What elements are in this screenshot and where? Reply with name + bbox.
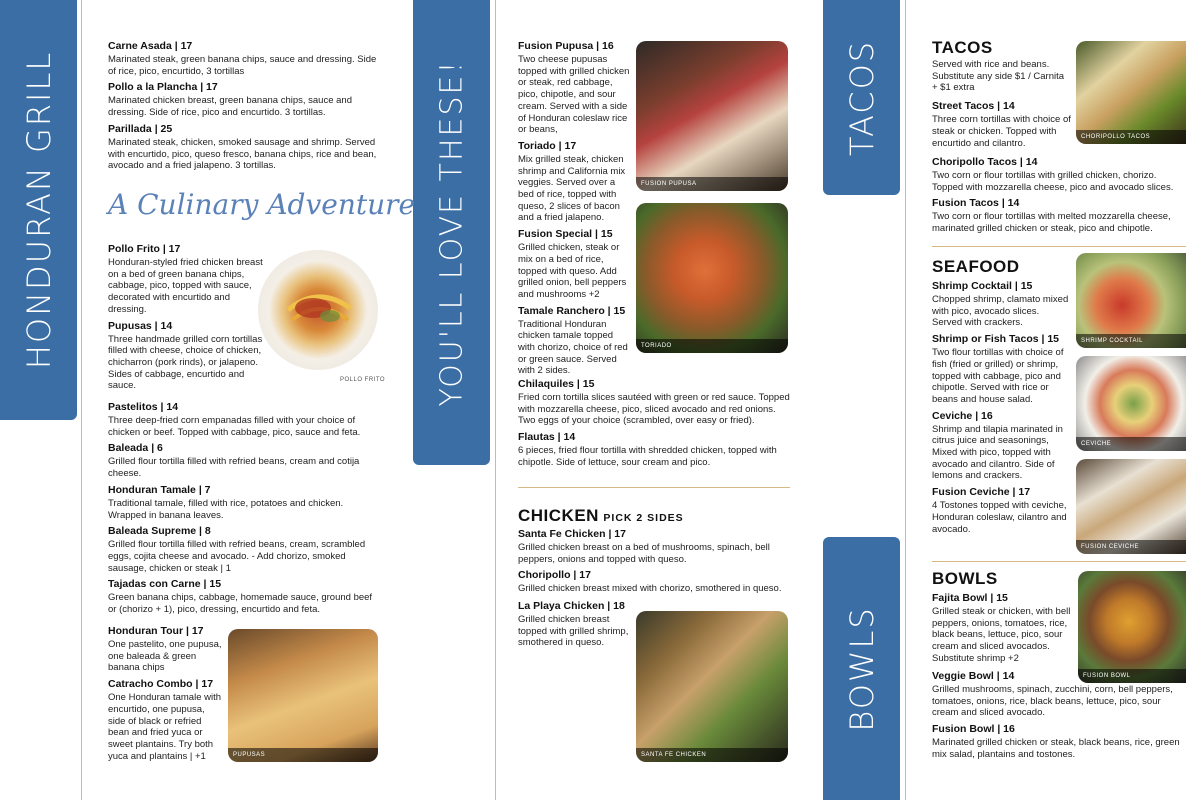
item-title: Fusion Pupusa | 16 — [518, 40, 614, 52]
item-title: Fajita Bowl | 15 — [932, 592, 1008, 604]
item-desc: Three corn tortillas with choice of steak or chicken. Topped with encurtido and cilantro. — [932, 114, 1071, 149]
col1-wide-list — [108, 401, 380, 620]
item-title: Honduran Tour | 17 — [108, 625, 204, 637]
menu-item — [518, 140, 630, 224]
item-title: Ceviche | 16 — [932, 409, 993, 422]
col1-bottom-list — [108, 625, 223, 766]
divider-line — [81, 0, 82, 800]
item-title: Veggie Bowl | 14 — [932, 670, 1015, 682]
item-title: Carne Asada | 17 — [108, 40, 193, 52]
photo-caption: SANTA FE CHICKEN — [636, 748, 788, 762]
item-desc: Grilled flour tortilla filled with refried beans, cream and cotija cheese. — [108, 456, 360, 480]
menu-item — [518, 600, 630, 649]
item-title: Street Tacos | 14 — [932, 100, 1015, 113]
toriado-photo — [636, 203, 788, 353]
photo-caption: TORIADO — [636, 339, 788, 353]
menu-item — [932, 156, 1186, 193]
item-desc: Two corn or flour tortillas with melted mozzarella cheese, marinated grilled chicken or steak, pico and chipotle. — [932, 211, 1171, 235]
item-title: Fusion Ceviche | 17 — [932, 486, 1031, 499]
photo-caption: CEVICHE — [1076, 437, 1186, 451]
item-desc: Shrimp and tilapia marinated in citrus juice and seasonings, Mixed with pico, topped with avocado and cilantro. Side of lemons and crackers. — [932, 423, 1063, 482]
photo-caption: POLLO FRITO — [340, 377, 386, 383]
chicken-list — [518, 528, 790, 599]
tab-honduran-grill — [0, 0, 77, 420]
bowls-narrow — [932, 592, 1072, 669]
item-title: Catracho Combo | 17 — [108, 678, 214, 691]
item-desc: Two cheese pupusas topped with grilled chicken or steak, red cabbage, pico, chipotle, and sour cream. Served with a side of Honduran coleslaw rice or beans, — [518, 54, 630, 136]
divider-line — [905, 0, 906, 800]
item-desc: Fried corn tortilla slices sautéed with green or red sauce. Topped with mozzarella cheese, pico, sliced avocado and red onions. Two eggs of your choice (scrambled, over easy or fried). — [518, 392, 790, 427]
item-title: Choripollo | 17 — [518, 569, 591, 582]
menu-item — [932, 670, 1186, 719]
item-title: Pollo a la Plancha | 17 — [108, 81, 218, 94]
col2-narrow-list — [518, 40, 630, 381]
tacos-heading — [932, 38, 993, 58]
item-title: Tamale Ranchero | 15 — [518, 304, 626, 317]
tab-tacos — [823, 0, 900, 195]
item-title: Tajadas con Carne | 15 — [108, 578, 222, 591]
item-desc: Two flour tortillas with choice of fish (fried or grilled) or shrimp, topped with cabbage, pico and chipotle. Served with rice or beans and house salad. — [932, 347, 1064, 405]
item-title: Shrimp or Fish Tacos | 15 — [932, 333, 1060, 346]
photo-caption: FUSION BOWL — [1078, 669, 1186, 683]
tab-label: TACOS — [842, 39, 881, 156]
tab-youll-love — [413, 0, 490, 465]
menu-item — [518, 528, 790, 565]
menu-item — [108, 678, 223, 762]
tab-label: YOU'LL LOVE THESE! — [434, 58, 469, 407]
item-desc: Marinated grilled chicken or steak, black beans, rice, green mix salad, plantains and tostones. — [932, 737, 1180, 760]
item-desc: One pastelito, one pupusa, one baleada & green banana chips — [108, 639, 222, 674]
menu-item — [108, 484, 380, 521]
item-title: Toriado | 17 — [518, 139, 577, 152]
tacos-wide — [932, 156, 1186, 239]
item-desc: Green banana chips, cabbage, homemade sauce, ground beef or (chorizo + 1), pico, dressing, encurtido and feta. — [108, 592, 373, 616]
menu-item — [932, 723, 1186, 760]
item-desc: Grilled chicken breast on a bed of mushrooms, spinach, bell peppers, onions and topped with queso. — [518, 542, 770, 565]
menu-item — [518, 228, 630, 301]
item-title: Choripollo Tacos | 14 — [932, 156, 1038, 168]
pupusas-photo — [228, 629, 378, 762]
item-desc: One Honduran tamale with encurtido, one pupusa, side of black or refried bean and fried yuca or sweet plantains. Try both yuca and plantains | +1 — [108, 692, 222, 762]
section-divider — [518, 487, 790, 488]
bowls-wide — [932, 670, 1186, 765]
menu-item — [108, 81, 380, 118]
menu-item — [108, 243, 263, 316]
menu-item — [518, 305, 630, 378]
menu-item — [518, 40, 630, 136]
item-title: Pastelitos | 14 — [108, 401, 179, 413]
col1-narrow-list — [108, 243, 263, 396]
tab-bowls — [823, 537, 900, 800]
item-title: Shrimp Cocktail | 15 — [932, 280, 1033, 292]
menu-item — [518, 569, 790, 595]
choripollo-tacos-photo — [1076, 41, 1186, 144]
menu-item — [518, 378, 790, 427]
chicken-heading — [518, 506, 684, 526]
menu-item — [932, 333, 1070, 406]
photo-caption: FUSION PUPUSA — [636, 177, 788, 191]
photo-caption: SHRIMP COCKTAIL — [1076, 334, 1186, 348]
menu-item — [932, 197, 1186, 234]
menu-item — [108, 123, 380, 172]
item-title: Santa Fe Chicken | 17 — [518, 528, 626, 540]
item-desc: Grilled steak or chicken, with bell peppers, onions, tomatoes, rice, black beans, lettuce, pico, sour cream and sliced avocados. Substitute shrimp +2 — [932, 606, 1071, 664]
fries-graphic — [258, 250, 378, 370]
item-desc: Grilled flour tortilla filled with refried beans, cream, scrambled eggs, cojita cheese and avocado. - Add chorizo, smoked sausage, chicken or steak | 1 — [108, 539, 366, 574]
fusion-bowl-photo — [1078, 571, 1186, 683]
fusion-ceviche-photo — [1076, 459, 1186, 554]
script-title: A Culinary Adventure — [108, 188, 416, 221]
photo-caption: PUPUSAS — [228, 748, 378, 762]
menu-item — [932, 100, 1072, 149]
menu-item — [518, 431, 790, 468]
item-desc: Grilled chicken breast topped with grilled shrimp, smothered in queso. — [518, 614, 629, 649]
section-intro: Served with rice and beans. Substitute any side $1 / Carnita + $1 extra — [932, 59, 1065, 94]
chicken-narrow-list — [518, 600, 630, 653]
item-title: Fusion Bowl | 16 — [932, 723, 1015, 736]
menu-item — [108, 578, 380, 615]
photo-caption: FUSION CEVICHE — [1076, 540, 1186, 554]
item-title: Fusion Special | 15 — [518, 228, 613, 241]
section-divider — [932, 246, 1186, 247]
col1-top-list — [108, 40, 380, 176]
menu-item — [932, 410, 1070, 483]
menu-item — [932, 592, 1072, 665]
item-title: Chilaquiles | 15 — [518, 378, 595, 390]
menu-item — [108, 40, 380, 77]
seafood-heading — [932, 257, 1020, 277]
shrimp-cocktail-photo — [1076, 253, 1186, 348]
menu-item — [108, 401, 380, 438]
section-title: CHICKEN — [518, 506, 599, 525]
seafood-list — [932, 280, 1070, 539]
tacos-narrow — [932, 58, 1072, 153]
item-desc: Traditional Honduran chicken tamale topped with chorizo, choice of red or green sauce. Served with 2 sides. — [518, 318, 628, 377]
item-desc: 4 Tostones topped with ceviche, Honduran coleslaw, cilantro and avocado. — [932, 500, 1067, 535]
col2-wide-list — [518, 378, 790, 473]
item-desc: Three deep-fried corn empanadas filled with your choice of chicken or beef. Topped with cabbage, pico, sauce and feta. — [108, 415, 361, 438]
item-title: Baleada | 6 — [108, 442, 163, 455]
item-desc: Three handmade grilled corn tortillas filled with cheese, choice of chicken, chicharron (pork rinds), or jalapeno. Sides of cabbage, encurtido and sauce. — [108, 333, 263, 392]
fusion-pupusa-photo — [636, 41, 788, 191]
menu-item — [932, 280, 1070, 329]
item-desc: Honduran-styled fried chicken breast on a bed of green banana chips, cabbage, pico, topped with sauce, decorated with encurtido and dressing. — [108, 257, 263, 315]
item-title: Baleada Supreme | 8 — [108, 525, 211, 538]
item-title: Honduran Tamale | 7 — [108, 483, 211, 496]
item-title: Fusion Tacos | 14 — [932, 197, 1020, 210]
section-divider — [932, 561, 1186, 562]
santa-fe-chicken-photo — [636, 611, 788, 762]
pollo-frito-image — [258, 250, 378, 370]
item-desc: 6 pieces, fried flour tortilla with shredded chicken, topped with chipotle. Side of lettuce, sour cream and pico. — [518, 445, 777, 468]
item-desc: Two corn or flour tortillas with grilled chicken, chorizo. Topped with mozzarella cheese, pico and avocado slices. — [932, 170, 1174, 193]
item-title: La Playa Chicken | 18 — [518, 600, 625, 612]
menu-item — [108, 525, 380, 574]
tab-label: HONDURAN GRILL — [19, 50, 58, 370]
item-desc: Chopped shrimp, clamato mixed with pico, avocado slices. Served with crackers. — [932, 294, 1069, 329]
item-desc: Grilled chicken breast mixed with chorizo, smothered in queso. — [518, 583, 782, 595]
item-title: Parillada | 25 — [108, 122, 173, 135]
item-desc: Grilled mushrooms, spinach, zucchini, corn, bell peppers, tomatoes, onions, rice, black beans, lettuce, pico, sour cream and sliced avocado. — [932, 684, 1173, 719]
item-desc: Marinated steak, chicken, smoked sausage and shrimp. Served with encurtido, pico, queso fresco, banana chips, rice and bean, avocado and a fried jalapeno. 3 tortillas. — [108, 136, 377, 172]
item-desc: Mix grilled steak, chicken shrimp and California mix veggies. Served over a bed of rice, topped with queso, 2 slices of bacon and a fried jalapeno. — [518, 153, 626, 224]
photo-caption: CHORIPOLLO TACOS — [1076, 130, 1186, 144]
section-subtitle: PICK 2 SIDES — [603, 512, 684, 524]
menu-item — [108, 320, 263, 393]
menu-item — [932, 486, 1070, 535]
item-desc: Marinated chicken breast, green banana chips, sauce and dressing. Side of rice, pico and encurtido. 3 tortillas. — [108, 95, 352, 119]
item-desc: Grilled chicken, steak or mix on a bed of rice, topped with queso. Add grilled onion, bell peppers and mushrooms +2 — [518, 242, 627, 300]
item-title: Pollo Frito | 17 — [108, 243, 181, 255]
menu-item — [108, 442, 380, 479]
bowls-heading — [932, 569, 998, 589]
tab-label: BOWLS — [842, 605, 881, 732]
divider-line — [495, 0, 496, 800]
section-title: TACOS — [932, 38, 993, 57]
section-title: SEAFOOD — [932, 257, 1020, 276]
ceviche-photo — [1076, 356, 1186, 451]
item-title: Flautas | 14 — [518, 431, 576, 444]
section-title: BOWLS — [932, 569, 998, 588]
item-desc: Traditional tamale, filled with rice, potatoes and chicken. Wrapped in banana leaves. — [108, 497, 344, 521]
item-desc: Marinated steak, green banana chips, sauce and dressing. Side of rice, pico, encurtido, 3 tortillas — [108, 54, 377, 77]
item-title: Pupusas | 14 — [108, 319, 173, 332]
menu-item — [108, 625, 223, 674]
